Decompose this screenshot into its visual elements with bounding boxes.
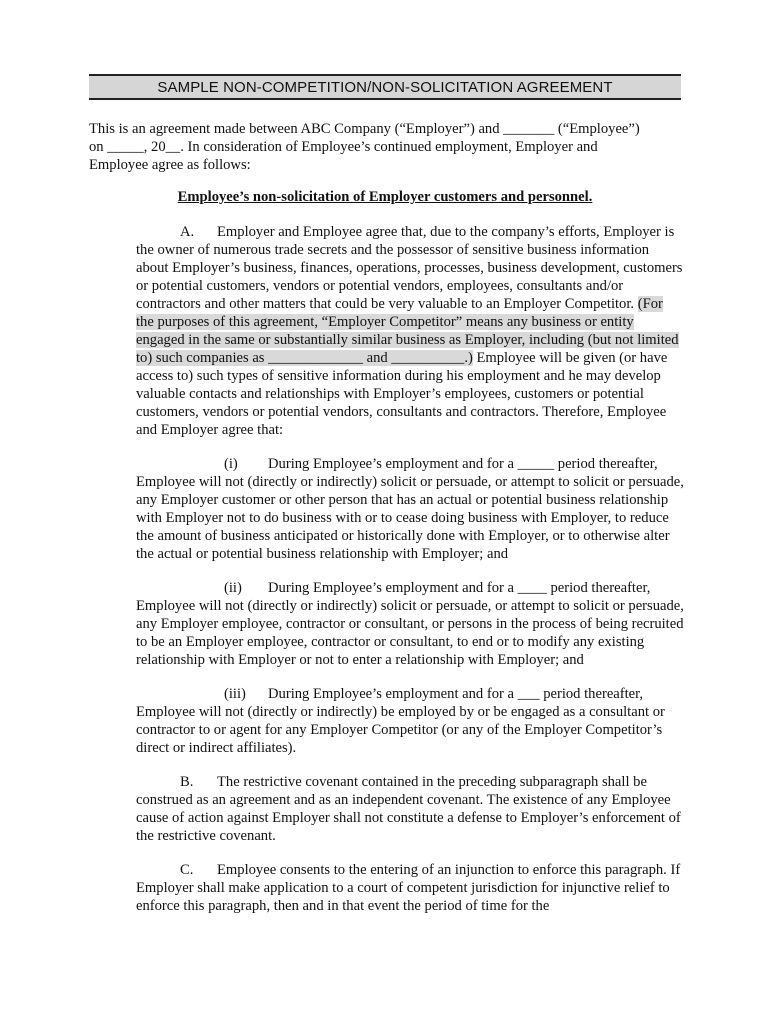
subparagraph-i-text: During Employee’s employment and for a _____ period thereafter, Employee will not (directly or indirectly) solicit or persuade, or attempt to solicit or persuade, any Employer customer or other person that has an actual or potential business relationship with Employer not to do business with or to cease doing business with Employer, to reduce the amount of business anticipated or historically done with Employer, or to otherwise alter the actual or potential business relationship with Employer; and — [136, 456, 684, 562]
competitor-definition-highlight: (For the purposes of this agreement, “Employer Competitor” means any business or entity engaged in the same or substantially similar business as Employer, including (but not limited to) such companies as _____________ and __________.) — [136, 296, 679, 366]
section-heading: Employee’s non-solicitation of Employer customers and personnel. — [177, 189, 593, 205]
document-title: SAMPLE NON-COMPETITION/NON-SOLICITATION AGREEMENT — [157, 78, 613, 96]
paragraph-b-text: The restrictive covenant contained in the preceding subparagraph shall be construed as an agreement and as an independent covenant. The existence of any Employee cause of action against Employer shall not constitute a defense to Employer’s enforcement of the restrictive covenant. — [136, 774, 681, 844]
subparagraph-i-marker: (i) — [224, 456, 238, 472]
subparagraph-i — [136, 455, 684, 563]
paragraph-a-marker: A. — [180, 224, 195, 240]
subparagraph-ii-text: During Employee’s employment and for a ____ period thereafter, Employee will not (directly or indirectly) solicit or persuade, or attempt to solicit or persuade, any Employer employee, contractor or consultant, or persons in the process of being recruited to be an Employer employee, contractor or consultant, to end or to modify any existing relationship with Employer or not to enter a relationship with Employer; and — [136, 580, 684, 668]
subparagraph-ii-marker: (ii) — [224, 580, 242, 596]
subparagraph-iii-text: During Employee’s employment and for a ___ period thereafter, Employee will not (directly or indirectly) be employed by or be engaged as a consultant or contractor to or agent for any Employer Competitor (or any of the Employer Competitor’s direct or indirect affiliates). — [136, 686, 665, 756]
title-banner — [89, 74, 681, 100]
paragraph-b-marker: B. — [180, 774, 194, 790]
subparagraph-iii-marker: (iii) — [224, 686, 246, 702]
intro-paragraph — [89, 120, 689, 174]
paragraph-c-marker: C. — [180, 862, 194, 878]
paragraph-c — [136, 861, 684, 915]
intro-line-3: Employee agree as follows: — [89, 157, 251, 173]
intro-line-1: This is an agreement made between ABC Company (“Employer”) and _______ (“Employee”) — [89, 121, 640, 137]
paragraph-b — [136, 773, 684, 845]
agreement-body — [136, 223, 684, 915]
intro-line-2: on _____, 20__. In consideration of Employee’s continued employment, Employer and — [89, 139, 598, 155]
subparagraph-iii — [136, 685, 684, 757]
paragraph-a-text: Employer and Employee agree that, due to the company’s efforts, Employer is the owner of numerous trade secrets and the possessor of sensitive business information about Employer’s business, finances, operations, processes, business development, customers or potential customers, vendors or potential vendors, employees, consultants and/or contractors and other matters that could be very valuable to an Employer Competitor. — [136, 224, 683, 312]
paragraph-c-text: Employee consents to the entering of an injunction to enforce this paragraph. If Employer shall make application to a court of competent jurisdiction for injunctive relief to enforce this paragraph, then and in that event the period of time for the — [136, 862, 681, 914]
paragraph-a — [136, 223, 684, 439]
subparagraph-ii — [136, 579, 684, 669]
paragraph-a-text-continued: Employee will be given (or have access to) such types of sensitive information during his employment and he may develop valuable contacts and relationships with Employer’s employees, customers or potential customers, vendors or potential vendors, consultants and contractors. Therefore, Employee and Employer agree that: — [136, 350, 668, 438]
